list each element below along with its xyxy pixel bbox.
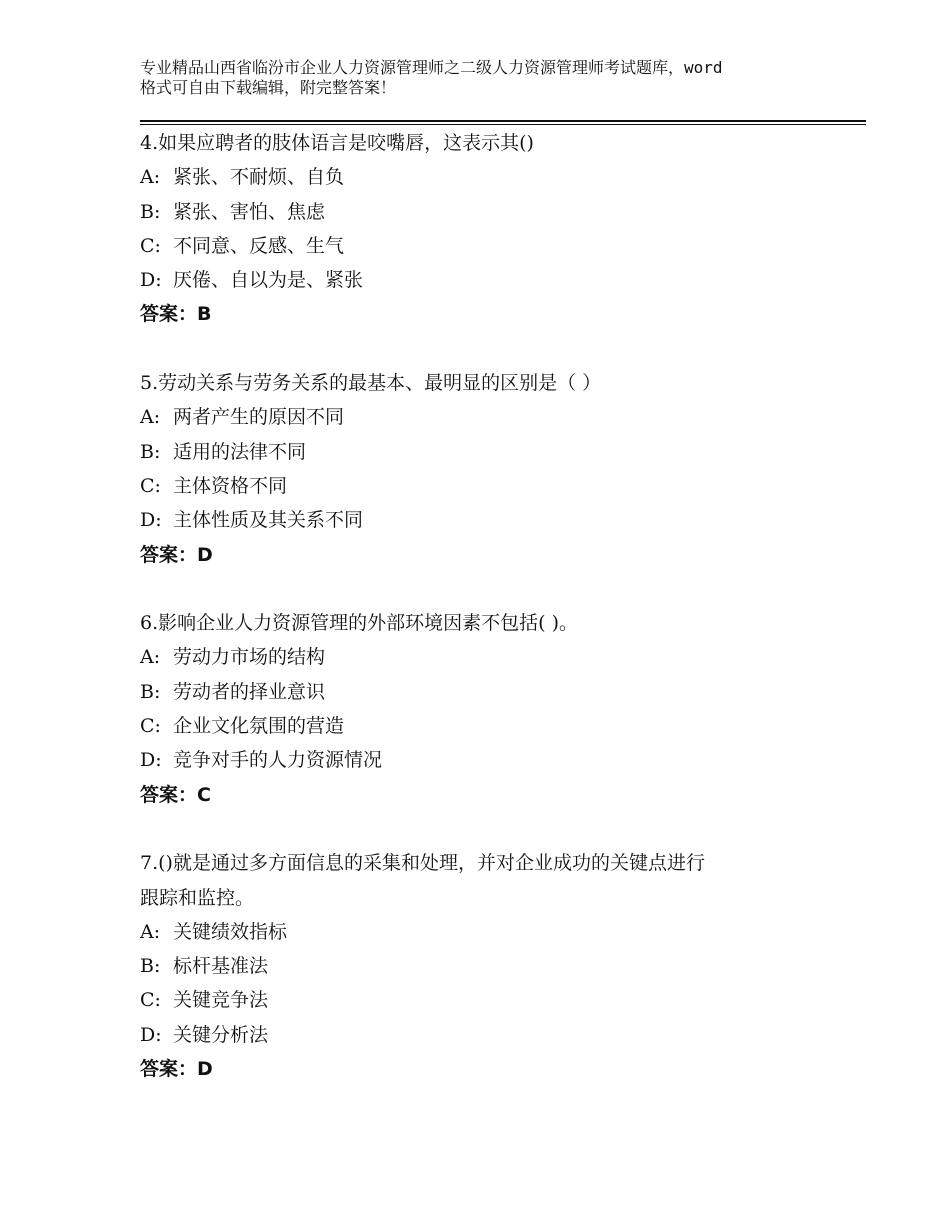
option-key: C:: [140, 715, 161, 738]
option-c: [140, 469, 866, 503]
option-key: C:: [140, 474, 161, 497]
option-text: 主体性质及其关系不同: [173, 509, 364, 532]
option-c: [140, 709, 866, 743]
option-key: D:: [140, 269, 162, 292]
option-a: [140, 160, 866, 194]
option-b: [140, 949, 866, 983]
option-text: 劳动力市场的结构: [173, 646, 326, 669]
question-stem-line-1: 7.()就是通过多方面信息的采集和处理，并对企业成功的关键点进行: [140, 852, 705, 875]
spacer: [140, 572, 866, 606]
option-key: A:: [140, 406, 161, 429]
option-d: [140, 503, 866, 537]
answer: 答案：C: [140, 783, 211, 806]
option-a: [140, 640, 866, 674]
option-b: [140, 195, 866, 229]
option-key: C:: [140, 234, 161, 257]
option-d: [140, 743, 866, 777]
option-text: 紧张、害怕、焦虑: [173, 200, 326, 223]
option-b: [140, 675, 866, 709]
option-text: 企业文化氛围的营造: [173, 715, 345, 738]
header-line-1: 专业精品山西省临汾市企业人力资源管理师之二级人力资源管理师考试题库，word: [140, 58, 723, 77]
question-stem: 4.如果应聘者的肢体语言是咬嘴唇，这表示其(): [140, 132, 534, 154]
option-key: D:: [140, 509, 162, 532]
question-stem-line-2: 跟踪和监控。: [140, 886, 255, 909]
option-key: C:: [140, 989, 161, 1012]
option-d: [140, 263, 866, 297]
option-key: A:: [140, 646, 161, 669]
question-list: [140, 126, 866, 1086]
option-text: 两者产生的原因不同: [173, 406, 345, 429]
answer: 答案：B: [140, 303, 212, 326]
option-b: [140, 435, 866, 469]
option-d: [140, 1018, 866, 1052]
option-text: 紧张、不耐烦、自负: [173, 166, 345, 189]
option-a: [140, 400, 866, 434]
option-text: 关键竞争法: [173, 989, 269, 1012]
divider-thick: [140, 120, 866, 122]
question-stem: 5.劳动关系与劳务关系的最基本、最明显的区别是（ ）: [140, 372, 602, 395]
header-line-2: 格式可自由下载编辑，附完整答案！: [140, 78, 397, 97]
option-key: A:: [140, 920, 161, 943]
option-text: 不同意、反感、生气: [173, 234, 345, 257]
option-text: 适用的法律不同: [173, 440, 307, 463]
answer: 答案：D: [140, 1058, 213, 1081]
option-key: B:: [140, 440, 161, 463]
option-text: 劳动者的择业意识: [173, 680, 326, 703]
document-header: [140, 58, 866, 98]
answer: 答案：D: [140, 543, 213, 566]
option-text: 标杆基准法: [173, 955, 269, 978]
question-4: [140, 126, 866, 332]
option-key: B:: [140, 680, 161, 703]
document-page: [140, 0, 870, 1230]
option-key: D:: [140, 749, 162, 772]
option-c: [140, 983, 866, 1017]
option-text: 竞争对手的人力资源情况: [173, 749, 383, 772]
divider-thin: [140, 124, 866, 125]
spacer: [140, 812, 866, 846]
question-7: [140, 846, 866, 1086]
option-a: [140, 915, 866, 949]
question-stem: 6.影响企业人力资源管理的外部环境因素不包括( )。: [140, 612, 578, 635]
question-5: [140, 366, 866, 572]
option-text: 厌倦、自以为是、紧张: [173, 269, 364, 292]
option-text: 主体资格不同: [173, 474, 288, 497]
option-key: B:: [140, 955, 161, 978]
option-key: B:: [140, 200, 161, 223]
option-key: A:: [140, 166, 161, 189]
spacer: [140, 332, 866, 366]
question-6: [140, 606, 866, 812]
option-c: [140, 229, 866, 263]
option-key: D:: [140, 1023, 162, 1046]
option-text: 关键绩效指标: [173, 920, 288, 943]
option-text: 关键分析法: [173, 1023, 269, 1046]
